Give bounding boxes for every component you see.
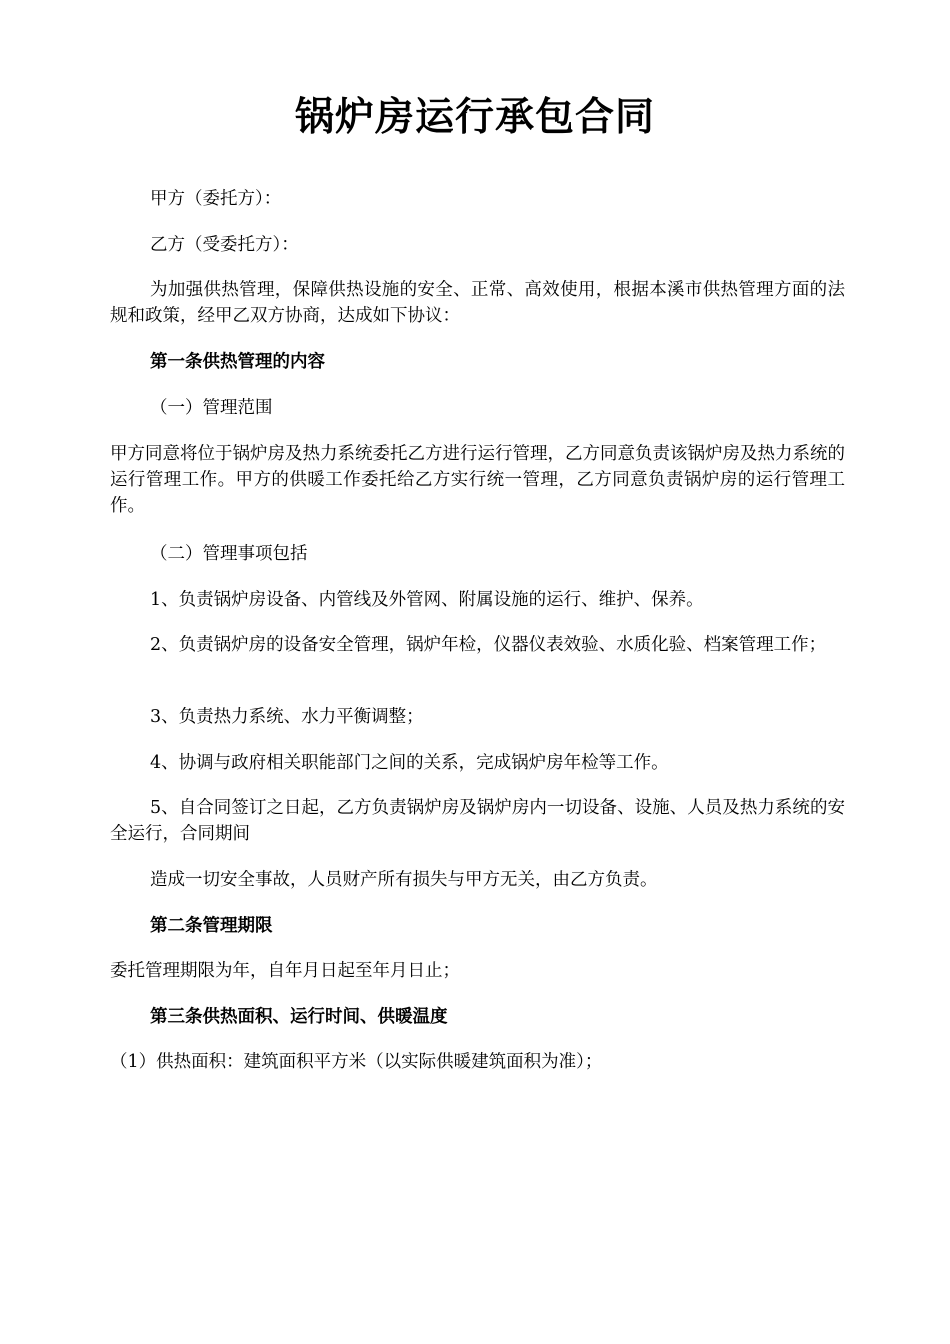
article-1-heading: 第一条供热管理的内容: [150, 352, 325, 372]
section-1-1-heading: （一）管理范围: [150, 398, 273, 418]
party-a-line: 甲方（委托方）：: [150, 189, 282, 209]
item-2: 2、负责锅炉房的设备安全管理，锅炉年检，仪器仪表效验、水质化验、档案管理工作；: [150, 635, 827, 655]
section-1-2-heading: （二）管理事项包括: [150, 544, 308, 564]
item-5-continued: 造成一切安全事故，人员财产所有损失与甲方无关，由乙方负责。: [150, 870, 658, 890]
party-b-line: 乙方（受委托方）：: [150, 235, 299, 255]
item-4: 4、协调与政府相关职能部门之间的关系，完成锅炉房年检等工作。: [150, 753, 669, 773]
item-1: 1、负责锅炉房设备、内管线及外管网、附属设施的运行、维护、保养。: [150, 590, 704, 610]
article-2-heading: 第二条管理期限: [150, 916, 273, 936]
item-5: 5、自合同签订之日起，乙方负责锅炉房及锅炉房内一切设备、设施、人员及热力系统的安全运行，合同期间: [110, 798, 845, 844]
document-title: 锅炉房运行承包合同: [294, 94, 655, 140]
article-3-heading: 第三条供热面积、运行时间、供暖温度: [150, 1007, 448, 1027]
term-paragraph: 委托管理期限为年，自年月日起至年月日止；: [110, 961, 460, 981]
heating-area-line: （1）供热面积：建筑面积平方米（以实际供暖建筑面积为准）；: [110, 1052, 603, 1072]
management-scope-paragraph: 甲方同意将位于锅炉房及热力系统委托乙方进行运行管理，乙方同意负责该锅炉房及热力系统的运行管理工作。甲方的供暖工作委托给乙方实行统一管理，乙方同意负责锅炉房的运行管理工作。: [110, 444, 845, 516]
preamble-paragraph: 为加强供热管理，保障供热设施的安全、正常、高效使用，根据本溪市供热管理方面的法规和政策，经甲乙双方协商，达成如下协议：: [110, 280, 845, 326]
item-3: 3、负责热力系统、水力平衡调整；: [150, 707, 424, 727]
